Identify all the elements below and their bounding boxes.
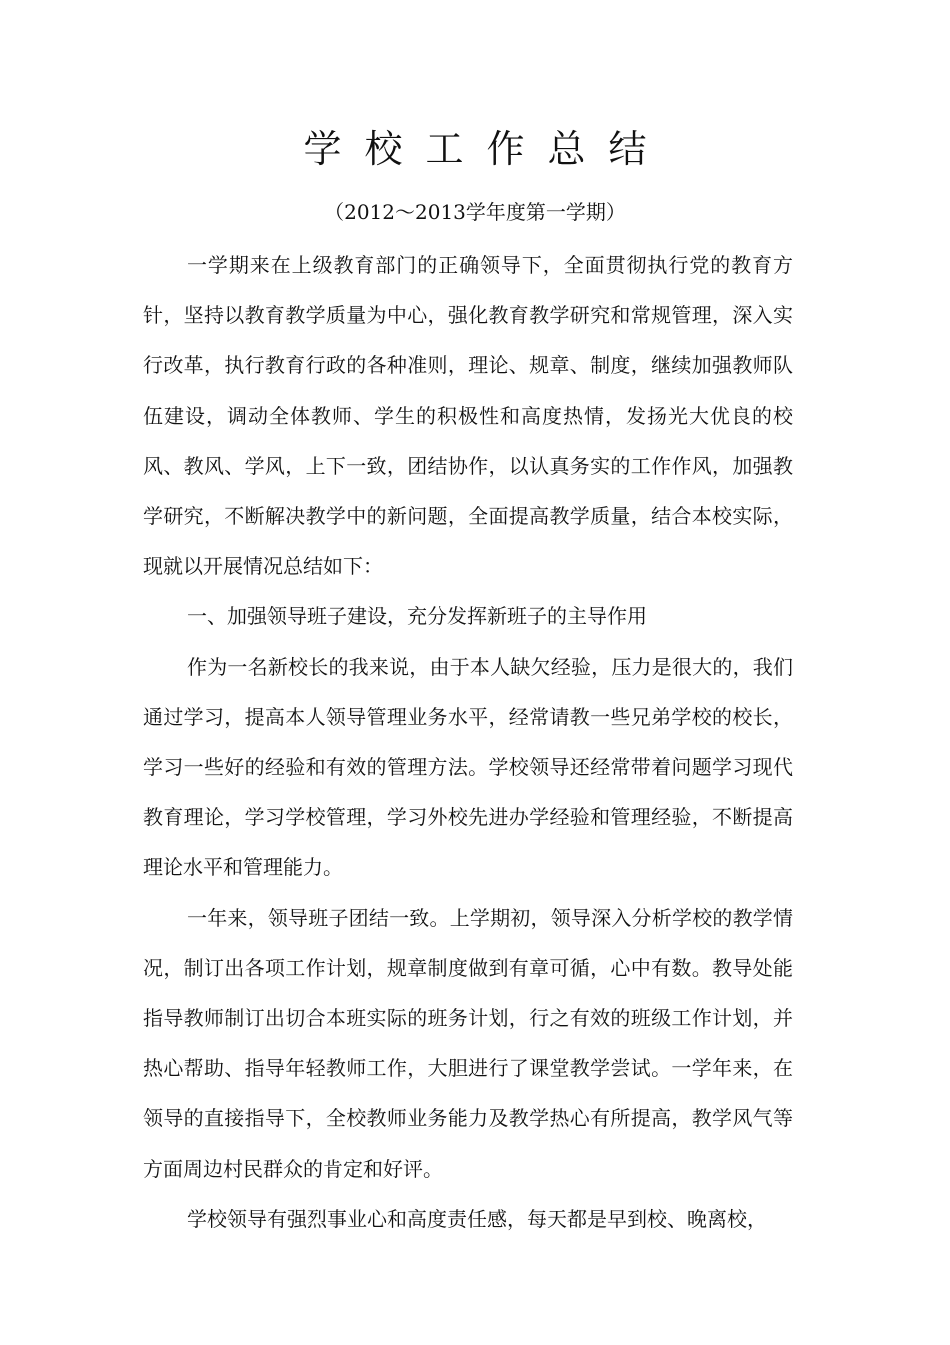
paragraph-new-principal: 作为一名新校长的我来说，由于本人缺欠经验，压力是很大的，我们通过学习，提高本人领导管理业务水平，经常请教一些兄弟学校的校长，学习一些好的经验和有效的管理方法。学校领导还经常带着问题学习现代教育理论，学习学校管理，学习外校先进办学经验和管理经验，不断提高理论水平和管理能力。 xyxy=(143,654,793,880)
paragraph-intro: 一学期来在上级教育部门的正确领导下，全面贯彻执行党的教育方针，坚持以教育教学质量为中心，强化教育教学研究和常规管理，深入实行改革，执行教育行政的各种准则，理论、规章、制度，继续加强教师队伍建设，调动全体教师、学生的积极性和高度热情，发扬光大优良的校风、教风、学风，上下一致，团结协作，以认真务实的工作作风，加强教学研究，不断解决教学中的新问题，全面提高教学质量，结合本校实际，现就以开展情况总结如下： xyxy=(143,253,793,579)
paragraph-leadership-unity: 一年来，领导班子团结一致。上学期初，领导深入分析学校的教学情况，制订出各项工作计划，规章制度做到有章可循，心中有数。教导处能指导教师制订出切合本班实际的班务计划，行之有效的班级工作计划，并热心帮助、指导年轻教师工作，大胆进行了课堂教学尝试。一学年来，在领导的直接指导下，全校教师业务能力及教学热心有所提高，教学风气等方面周边村民群众的肯定和好评。 xyxy=(143,905,793,1181)
paragraph-leadership-responsibility: 学校领导有强烈事业心和高度责任感，每天都是早到校、晚离校， xyxy=(187,1206,767,1231)
document-subtitle: （2012～2013学年度第一学期） xyxy=(324,200,626,224)
section-heading-1: 一、加强领导班子建设，充分发挥新班子的主导作用 xyxy=(187,604,647,629)
document-title: 学校工作总结 xyxy=(303,127,670,171)
document-body xyxy=(143,240,793,1244)
